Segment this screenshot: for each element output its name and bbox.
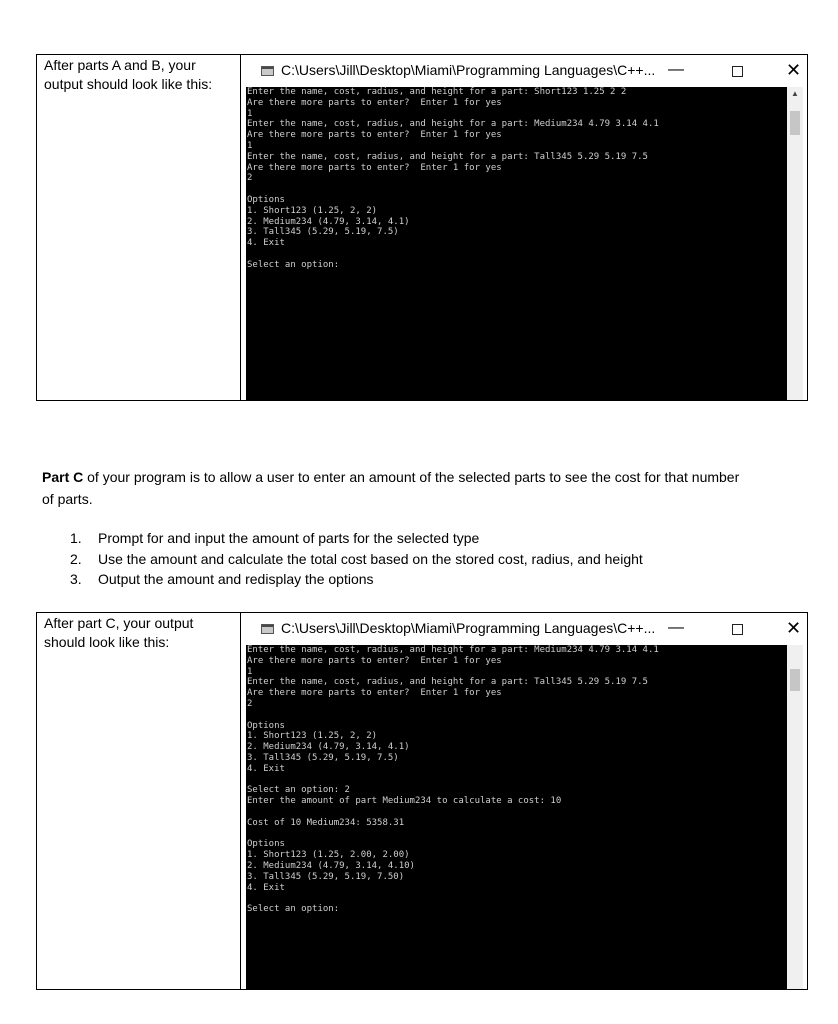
console-line: 2. Medium234 (4.79, 3.14, 4.1) [247, 742, 410, 753]
console-app-icon [261, 624, 274, 634]
console-line: Select an option: [247, 259, 340, 270]
console-line: 3. Tall345 (5.29, 5.19, 7.50) [247, 871, 405, 882]
step-text: Prompt for and input the amount of parts for the selected type [98, 530, 480, 546]
console-line: Enter the name, cost, radius, and height for a part: Tall345 5.29 5.19 7.5 [247, 677, 648, 688]
caption-parts-a-b: After parts A and B, your output should look like this: [37, 55, 241, 400]
console-line: 2. Medium234 (4.79, 3.14, 4.10) [247, 860, 415, 871]
example-table-part-c [36, 612, 808, 990]
caption-part-c: After part C, your output should look like this: [37, 613, 241, 989]
console-line: Cost of 10 Medium234: 5358.31 [247, 817, 405, 828]
console-line [247, 893, 787, 904]
vertical-scrollbar[interactable] [787, 645, 803, 989]
maximize-button[interactable] [732, 624, 743, 635]
console-line: Enter the name, cost, radius, and height for a part: Medium234 4.79 3.14 4.1 [247, 645, 659, 655]
vertical-scrollbar[interactable] [787, 87, 803, 400]
console-line: 1. Short123 (1.25, 2.00, 2.00) [247, 850, 410, 861]
scrollbar-thumb[interactable] [790, 111, 800, 135]
step-item [70, 569, 643, 590]
console-output [246, 645, 787, 989]
step-text: Output the amount and redisplay the options [98, 571, 374, 587]
close-button[interactable]: ✕ [786, 618, 802, 638]
console-line: Enter the name, cost, radius, and height for a part: Short123 1.25 2 2 [247, 87, 627, 97]
console-window [244, 613, 807, 989]
step-number: 1. [70, 530, 82, 546]
step-number: 3. [70, 571, 82, 587]
console-line: 1. Short123 (1.25, 2, 2) [247, 731, 378, 742]
part-c-description [42, 466, 742, 510]
step-text: Use the amount and calculate the total cost based on the stored cost, radius, and height [98, 550, 643, 567]
step-number: 2. [70, 550, 82, 567]
console-line: 3. Tall345 (5.29, 5.19, 7.5) [247, 752, 399, 763]
minimize-button[interactable]: — [668, 61, 684, 78]
close-button[interactable]: ✕ [786, 60, 802, 80]
console-line: Select an option: 2 [247, 785, 350, 796]
console-line: Options [247, 720, 285, 731]
scrollbar-thumb[interactable] [790, 669, 800, 691]
console-line: Are there more parts to enter? Enter 1 for yes [247, 688, 502, 699]
console-line: Are there more parts to enter? Enter 1 for yes [247, 162, 502, 173]
console-line [247, 807, 787, 818]
console-line: 4. Exit [247, 882, 285, 893]
console-window [244, 55, 807, 400]
console-line: 4. Exit [247, 238, 285, 249]
part-c-text: of your program is to allow a user to enter an amount of the selected parts to see the cost for that number of parts. [42, 469, 740, 507]
console-line: 1 [247, 108, 253, 119]
console-line: Are there more parts to enter? Enter 1 for yes [247, 97, 502, 108]
console-line: Enter the name, cost, radius, and height for a part: Tall345 5.29 5.19 7.5 [247, 151, 648, 162]
console-line: Enter the name, cost, radius, and height for a part: Medium234 4.79 3.14 4.1 [247, 119, 659, 130]
console-line [247, 775, 787, 786]
console-line: Are there more parts to enter? Enter 1 for yes [247, 130, 502, 141]
console-line: 1 [247, 140, 253, 151]
console-line: 4. Exit [247, 763, 285, 774]
part-c-steps [70, 528, 643, 590]
console-line: 1 [247, 666, 253, 677]
step-item [70, 549, 643, 570]
console-line: 1. Short123 (1.25, 2, 2) [247, 205, 378, 216]
console-line: Are there more parts to enter? Enter 1 for yes [247, 655, 502, 666]
scroll-up-arrow-icon[interactable]: ▲ [791, 89, 799, 98]
console-line: Select an option: [247, 904, 340, 915]
console-line: 2 [247, 698, 253, 709]
minimize-button[interactable]: — [668, 619, 684, 636]
window-titlebar [244, 613, 807, 645]
part-c-label: Part C [42, 469, 84, 485]
window-title: C:\Users\Jill\Desktop\Miami\Programming Languages\C++... [281, 62, 656, 78]
console-line: 2 [247, 173, 253, 184]
console-line: 2. Medium234 (4.79, 3.14, 4.1) [247, 216, 410, 227]
console-line: Enter the amount of part Medium234 to calculate a cost: 10 [247, 796, 562, 807]
console-line: Options [247, 194, 285, 205]
console-line [247, 829, 787, 840]
console-line [247, 249, 787, 260]
console-line: Options [247, 839, 285, 850]
maximize-button[interactable] [732, 66, 743, 77]
step-item [70, 528, 643, 549]
window-titlebar [244, 55, 807, 87]
console-app-icon [261, 66, 274, 76]
example-table-parts-a-b [36, 54, 808, 401]
console-line [247, 710, 787, 721]
console-line [247, 184, 787, 195]
console-line: 3. Tall345 (5.29, 5.19, 7.5) [247, 227, 399, 238]
console-output [246, 87, 787, 400]
window-title: C:\Users\Jill\Desktop\Miami\Programming Languages\C++... [281, 620, 656, 636]
